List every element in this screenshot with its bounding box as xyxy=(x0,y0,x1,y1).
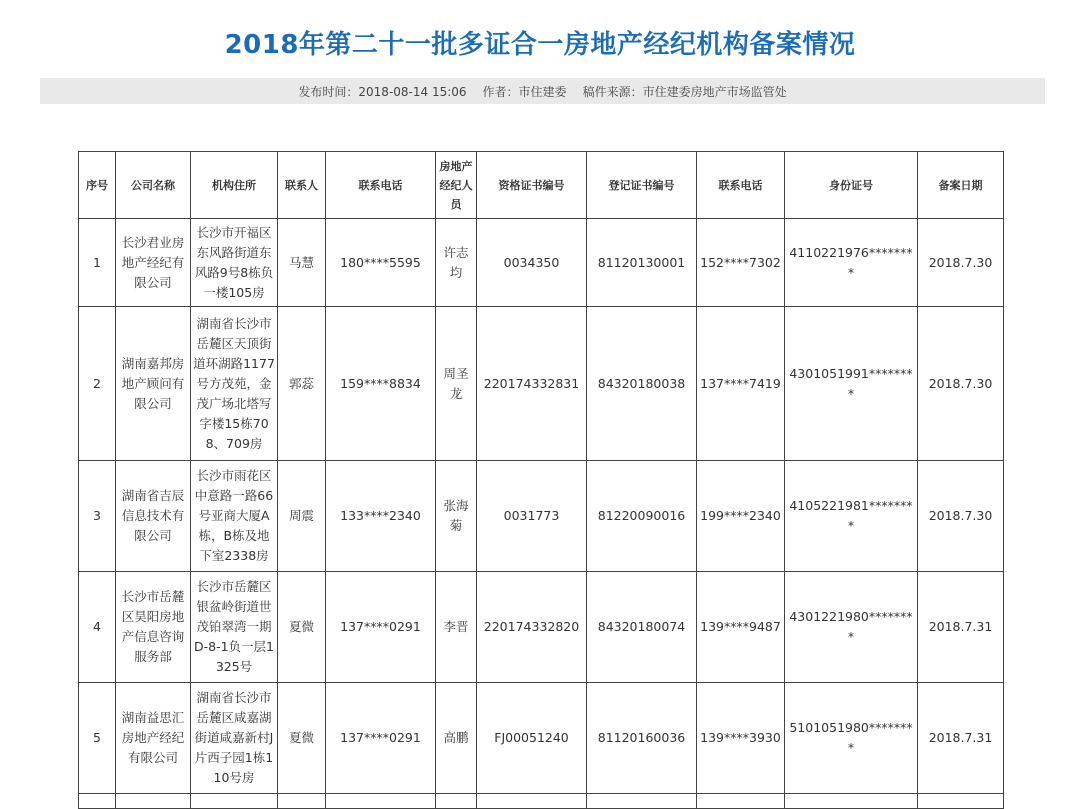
cell-address: 长沙市岳麓区银盆岭街道世茂铂翠湾一期D-8-1负一层1325号 xyxy=(191,572,278,683)
cell-id-no: 5101051980******** xyxy=(785,683,918,794)
cell-qual-no: 220174332820 xyxy=(477,572,587,683)
cell-id-no: 4110221976******** xyxy=(785,219,918,307)
cell-seq: 1 xyxy=(79,219,116,307)
table-row xyxy=(79,219,1004,307)
cell-agent: 李晋 xyxy=(436,572,477,683)
cell-agent-phone: 139****3930 xyxy=(697,683,785,794)
cell-phone: 137****0291 xyxy=(326,683,436,794)
cell-address: 长沙市开福区东风路街道东风路9号8栋负一楼105房 xyxy=(191,219,278,307)
cell-seq: 3 xyxy=(79,461,116,572)
source: 稿件来源：市住建委房地产市场监管处 xyxy=(582,84,787,99)
cell-address: 长沙市雨花区中意路一路66号亚商大厦A栋，B栋及地下室2338房 xyxy=(191,461,278,572)
cell-company: 长沙君业房地产经纪有限公司 xyxy=(116,219,191,307)
header-company: 公司名称 xyxy=(116,152,191,219)
cell-contact: 郭蕊 xyxy=(278,307,326,461)
header-date: 备案日期 xyxy=(918,152,1004,219)
author: 作者：市住建委 xyxy=(482,84,567,99)
article-meta-bar xyxy=(40,78,1045,104)
header-seq: 序号 xyxy=(79,152,116,219)
cell-company: 湖南益思汇房地产经纪有限公司 xyxy=(116,683,191,794)
cell-agent-phone: 139****9487 xyxy=(697,572,785,683)
cell-id-no: 4301221980******** xyxy=(785,572,918,683)
cell-date: 2018.7.30 xyxy=(918,307,1004,461)
cell-phone: 159****8834 xyxy=(326,307,436,461)
page-title: 2018年第二十一批多证合一房地产经纪机构备案情况 xyxy=(224,30,856,60)
cell-seq: 5 xyxy=(79,683,116,794)
cell-contact: 夏微 xyxy=(278,572,326,683)
cell-date: 2018.7.31 xyxy=(918,683,1004,794)
cell-address: 湖南省长沙市岳麓区天顶街道环湖路1177号方茂苑，金茂广场北塔写字楼15栋708、709房 xyxy=(191,307,278,461)
cell-company: 长沙市岳麓区昊阳房地产信息咨询服务部 xyxy=(116,572,191,683)
cell-qual-no: 0034350 xyxy=(477,219,587,307)
cell-reg-no: 81120130001 xyxy=(587,219,697,307)
cell-seq: 4 xyxy=(79,572,116,683)
cell-agent: 许志均 xyxy=(436,219,477,307)
table-row xyxy=(79,572,1004,683)
cell-phone: 137****0291 xyxy=(326,572,436,683)
header-reg-no: 登记证书编号 xyxy=(587,152,697,219)
cell-agent: 张海菊 xyxy=(436,461,477,572)
cell-reg-no: 84320180074 xyxy=(587,572,697,683)
cell-reg-no: 84320180038 xyxy=(587,307,697,461)
records-table xyxy=(78,151,1004,809)
cell-agent: 高鹏 xyxy=(436,683,477,794)
header-contact: 联系人 xyxy=(278,152,326,219)
cell-agent-phone: 137****7419 xyxy=(697,307,785,461)
table-row xyxy=(79,461,1004,572)
table-row xyxy=(79,683,1004,794)
cell-agent-phone: 199****2340 xyxy=(697,461,785,572)
cell-contact: 周震 xyxy=(278,461,326,572)
cell-seq: 2 xyxy=(79,307,116,461)
cell-contact: 夏微 xyxy=(278,683,326,794)
cell-qual-no: FJ00051240 xyxy=(477,683,587,794)
cell-date: 2018.7.30 xyxy=(918,461,1004,572)
publish-time: 发布时间：2018-08-14 15:06 xyxy=(298,84,467,99)
cell-qual-no: 220174332831 xyxy=(477,307,587,461)
table-header-row xyxy=(79,152,1004,219)
cell-address: 湖南省长沙市岳麓区咸嘉湖街道咸嘉新村J片西子园1栋110号房 xyxy=(191,683,278,794)
header-address: 机构住所 xyxy=(191,152,278,219)
header-agent-phone: 联系电话 xyxy=(697,152,785,219)
cell-qual-no: 0031773 xyxy=(477,461,587,572)
cell-date: 2018.7.31 xyxy=(918,572,1004,683)
table-row xyxy=(79,307,1004,461)
cell-agent-phone: 152****7302 xyxy=(697,219,785,307)
table-row-partial xyxy=(79,794,1004,809)
cell-id-no: 4301051991******** xyxy=(785,307,918,461)
header-phone: 联系电话 xyxy=(326,152,436,219)
cell-phone: 180****5595 xyxy=(326,219,436,307)
cell-company: 湖南省吉辰信息技术有限公司 xyxy=(116,461,191,572)
header-qual-no: 资格证书编号 xyxy=(477,152,587,219)
header-agent: 房地产经纪人员 xyxy=(436,152,477,219)
cell-id-no: 4105221981******** xyxy=(785,461,918,572)
cell-company: 湖南嘉邦房地产顾问有限公司 xyxy=(116,307,191,461)
cell-agent: 周圣龙 xyxy=(436,307,477,461)
cell-phone: 133****2340 xyxy=(326,461,436,572)
header-id-no: 身份证号 xyxy=(785,152,918,219)
cell-reg-no: 81120160036 xyxy=(587,683,697,794)
cell-contact: 马慧 xyxy=(278,219,326,307)
cell-reg-no: 81220090016 xyxy=(587,461,697,572)
cell-date: 2018.7.30 xyxy=(918,219,1004,307)
